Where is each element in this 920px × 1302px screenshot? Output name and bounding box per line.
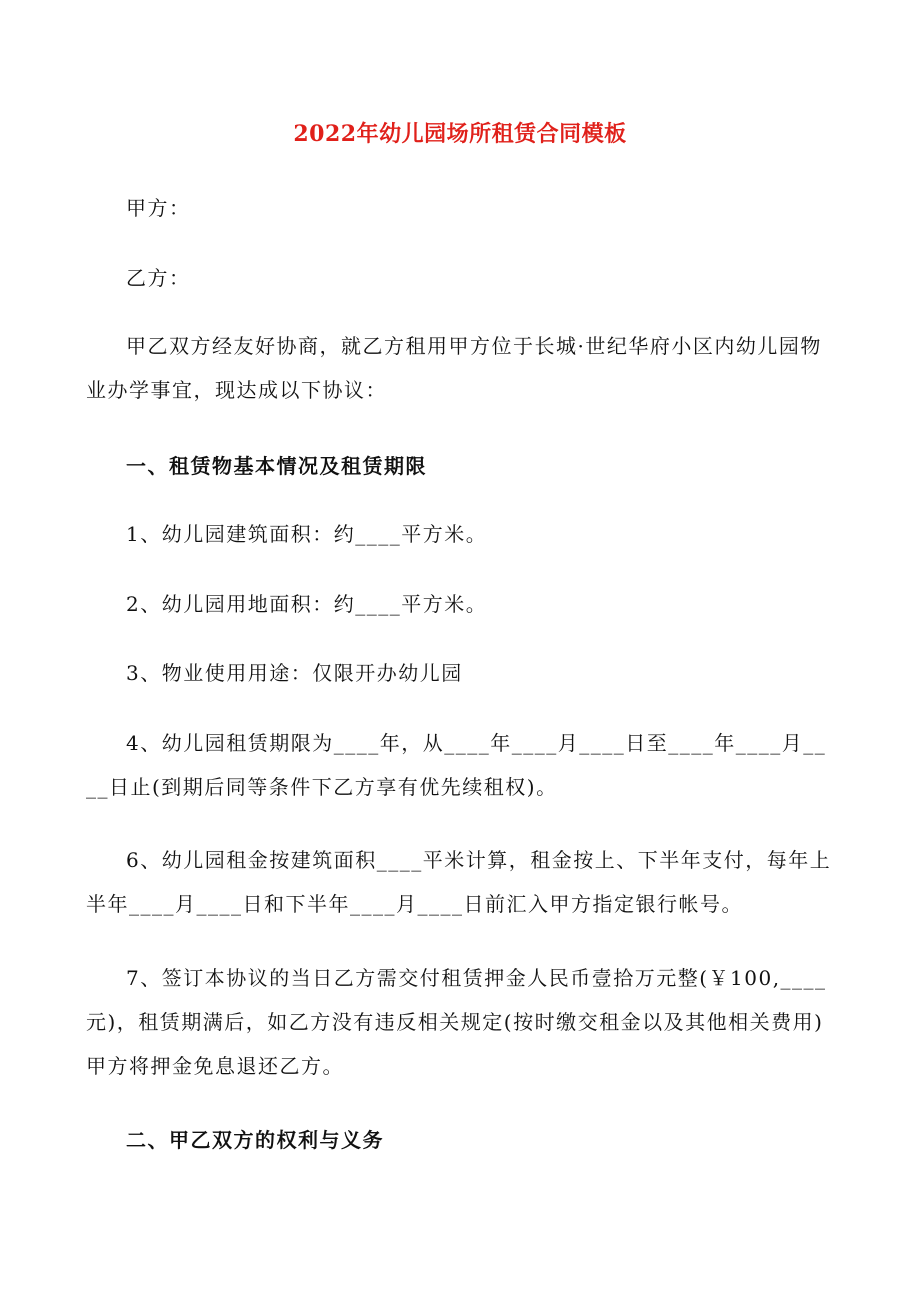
clause-1: 1、幼儿园建筑面积：约____平方米。	[126, 522, 488, 546]
clause-7: 7、签订本协议的当日乙方需交付租赁押金人民币壹拾万元整(￥100,____元)，租赁期满后，如乙方没有违反相关规定(按时缴交租金以及其他相关费用)甲方将押金免息退还乙方。	[86, 966, 827, 1078]
party-b-line: 乙方：	[126, 266, 191, 290]
party-a-line: 甲方：	[126, 196, 191, 220]
intro-paragraph: 甲乙双方经友好协商，就乙方租用甲方位于长城·世纪华府小区内幼儿园物业办学事宜，现达成以下协议：	[86, 334, 822, 402]
clause-4: 4、幼儿园租赁期限为____年，从____年____月____日至____年____月____日止(到期后同等条件下乙方享有优先续租权)。	[86, 731, 827, 799]
section-2-heading: 二、甲乙双方的权利与义务	[126, 1128, 384, 1152]
section-1-heading: 一、租赁物基本情况及租赁期限	[126, 454, 427, 478]
clause-2: 2、幼儿园用地面积：约____平方米。	[126, 592, 488, 616]
document-title: 2022年幼儿园场所租赁合同模板	[293, 121, 627, 147]
clause-3: 3、物业使用用途：仅限开办幼儿园	[126, 661, 463, 685]
clause-6: 6、幼儿园租金按建筑面积____平米计算，租金按上、下半年支付，每年上半年____月____日和下半年____月____日前汇入甲方指定银行帐号。	[86, 848, 832, 916]
